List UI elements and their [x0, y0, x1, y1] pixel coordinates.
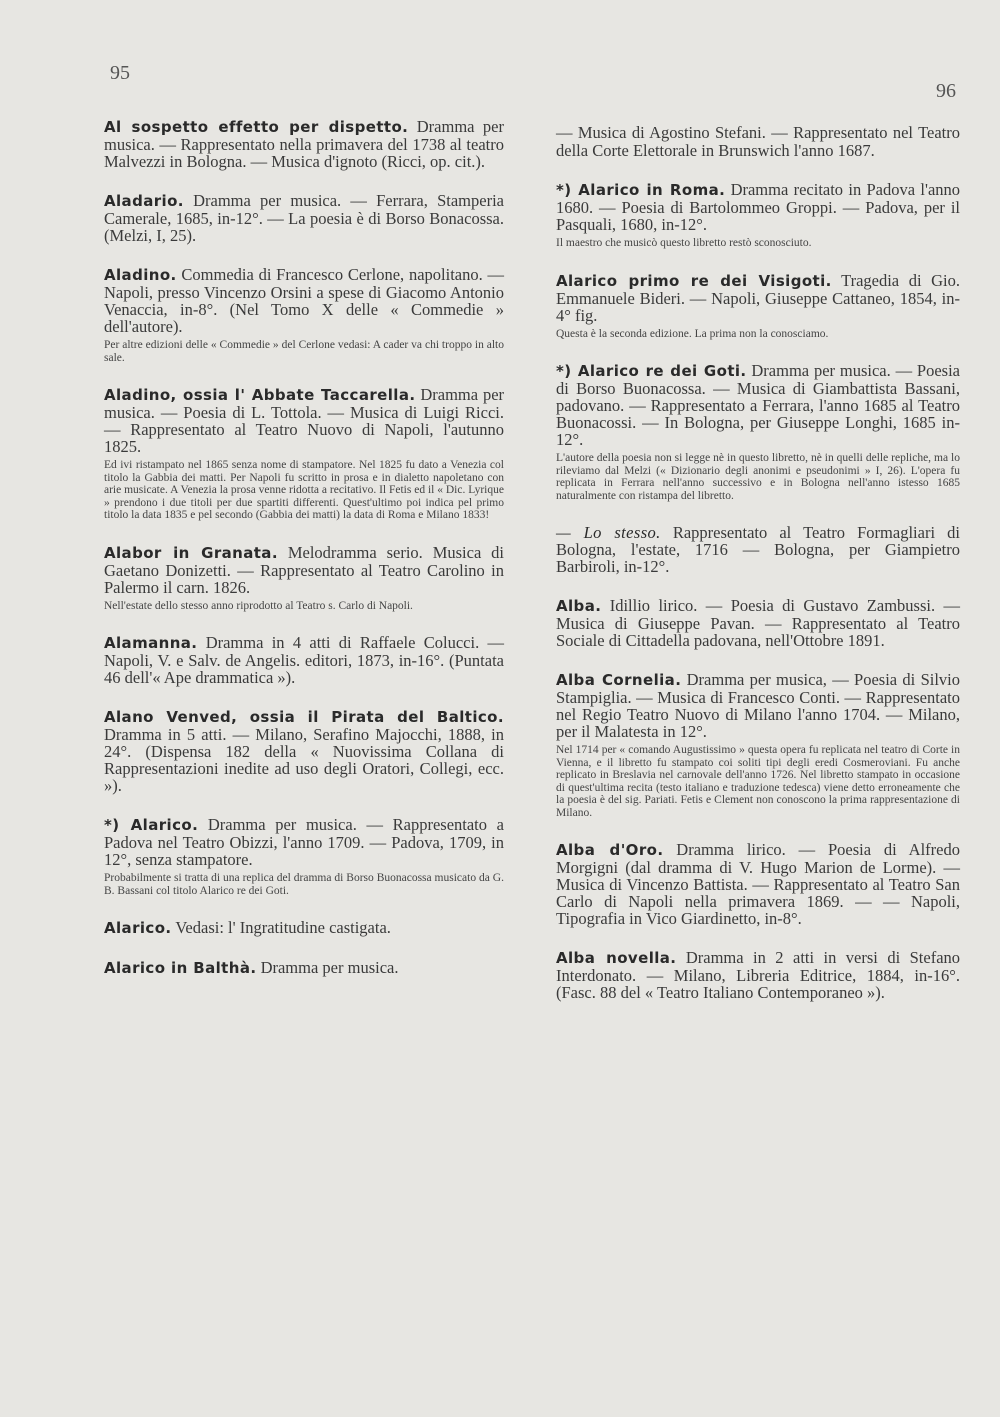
entry-body: Dramma per musica. — Rappresentato a Padova nel Teatro Obizzi, l'anno 1709. — Padova, 1709, in 12°, senza stampatore.: [104, 815, 504, 869]
entry-body: Commedia di Francesco Cerlone, napolitano. — Napoli, presso Vincenzo Orsini a spese di Giacomo Antonio Venaccia, in-8°. (Nel Tomo X delle « Commedie » dell'autore).: [104, 265, 504, 336]
entry-title: Alabor in Granata.: [104, 543, 278, 562]
entry-body: — Musica di Agostino Stefani. — Rappresentato nel Teatro della Corte Elettorale in Brunswich l'anno 1687.: [556, 123, 960, 160]
entry-title: Alamanna.: [104, 634, 198, 652]
entry-body: Idillio lirico. — Poesia di Gustavo Zambussi. — Musica di Giuseppe Pavan. — Rappresentato al Teatro Sociale di Cittadella padovana, nell'Ottobre 1891.: [556, 596, 960, 650]
entry-body: Dramma per musica. — Ferrara, Stamperia Camerale, 1685, in-12°. — La poesia è di Borso Bonacossa. (Melzi, I, 25).: [104, 191, 504, 245]
right-column: [556, 124, 960, 1023]
entry-body: Dramma in 5 atti. — Milano, Serafino Majocchi, 1888, in 24°. (Dispensa 182 della « Nuovissima Collana di Rappresentazioni inedite ad uso degli Oratori, Collegi, ecc. »).: [104, 725, 504, 795]
left-column: [104, 118, 504, 999]
entry: [104, 544, 504, 596]
entry: [556, 949, 960, 1001]
entry: [556, 597, 960, 649]
page-number-left: 95: [110, 62, 130, 84]
entry: [556, 524, 960, 575]
entry-note: Probabilmente si tratta di una replica del dramma di Borso Buonacossa musicato da G. B. Bassani col titolo Alarico re dei Goti.: [104, 872, 504, 897]
entry-title: Alba Cornelia.: [556, 671, 682, 689]
entry-title: Aladario.: [104, 192, 184, 210]
entry-title: Alano Venved, ossia il Pirata del Baltico.: [104, 708, 504, 726]
entry-body: Dramma per musica. — Rappresentato nella primavera del 1738 al teatro Malvezzi in Bologna. — Musica d'ignoto (Ricci, op. cit.).: [104, 117, 504, 171]
entry: [104, 816, 504, 868]
entry: [104, 919, 504, 937]
entry-title: Alarico.: [104, 919, 172, 937]
entry-body: Melodramma serio. Musica di Gaetano Donizetti. — Rappresentato al Teatro Carolino in Palermo il carn. 1826.: [104, 542, 504, 597]
entry-title: Alarico in Balthà.: [104, 959, 257, 977]
entry-note: Ed ivi ristampato nel 1865 senza nome di stampatore. Nel 1825 fu dato a Venezia col titolo la Gabbia dei matti. Per Napoli fu scritto in prosa e in dialetto napoletano con arie musicate. A Venezia la prosa venne ridotta a recitativo. Il Fetis ed il « Dic. Lyrique » prendono i due titoli per due spartiti differenti. Quest'ultimo poi indica pel primo titolo la data 1835 e pel secondo (Gabbia dei matti) la data di Roma e Milano 1833!: [104, 459, 504, 521]
entry: [104, 708, 504, 794]
entry-body: Dramma in 4 atti di Raffaele Colucci. — Napoli, V. e Salv. de Angelis. editori, 1873, in-16°. (Puntata 46 dell'« Ape drammatica »).: [104, 633, 504, 687]
entry-body: Dramma per musica. — Poesia di L. Tottola. — Musica di Luigi Ricci. — Rappresentato al Teatro Nuovo di Napoli, l'autunno 1825.: [104, 385, 505, 456]
entry: [104, 634, 504, 686]
entry-body: Dramma per musica, — Poesia di Silvio Stampiglia. — Musica di Francesco Conti. — Rappresentato nel Regio Teatro Nuovo di Milano l'anno 1704. — Milano, per il Malatesta in 12°.: [556, 670, 961, 741]
entry: [104, 959, 504, 977]
entry-title: *) Alarico.: [104, 816, 199, 834]
entry-body: Dramma recitato in Padova l'anno 1680. — Poesia di Bartolommeo Groppi. — Padova, per il Pasquali, 1680, in-12°.: [556, 180, 961, 234]
entry: [556, 841, 960, 927]
entry-title: Alba d'Oro.: [556, 841, 664, 859]
entry: [556, 124, 960, 159]
entry-note: Il maestro che musicò questo libretto restò sconosciuto.: [556, 237, 812, 249]
entry-title: Al sospetto effetto per dispetto.: [104, 118, 409, 136]
entry: [104, 118, 504, 170]
entry-title: *) Alarico in Roma.: [556, 181, 726, 199]
entry-body: Dramma per musica.: [260, 958, 399, 977]
entry-title: Alba novella.: [556, 949, 677, 967]
entry: [556, 362, 960, 448]
entry-title: Aladino.: [104, 266, 177, 284]
entry-title: *) Alarico re dei Goti.: [556, 362, 747, 380]
entry: [104, 386, 504, 455]
entry-title: Alba.: [556, 597, 602, 615]
entry-body: Dramma lirico. — Poesia di Alfredo Morgigni (dal dramma di V. Hugo Marion de Lorme). — Musica di Vincenzo Battista. — Rappresentato al Teatro San Carlo di Napoli nella primavera 1869. — — Napoli, Tipografia in Vico Giardinetto, in-8°.: [556, 840, 960, 928]
entry: [556, 272, 960, 324]
entry-body: Dramma in 2 atti in versi di Stefano Interdonato. — Milano, Libreria Editrice, 1884, in-16°. (Fasc. 88 del « Teatro Italiano Contemporaneo »).: [556, 948, 961, 1002]
entry-title: Aladino, ossia l' Abbate Taccarella.: [104, 386, 416, 404]
entry-note: L'autore della poesia non si legge nè in questo libretto, nè in quelli delle repliche, ma lo rileviamo dal Melzi (« Dizionario degli anonimi e pseudonimi » I, 26). L'opera fu replicata in Ferrara nell'anno successivo e in Bologna nell'anno istesso 1685 naturalmente con ristampa del libretto.: [556, 452, 960, 502]
entry-body: Vedasi: l' Ingratitudine castigata.: [175, 918, 391, 937]
entry-body: Rappresentato al Teatro Formagliari di Bologna, l'estate, 1716 — Bologna, per Giampietro Barbiroli, in-12°.: [556, 523, 960, 576]
entry-note: Nell'estate dello stesso anno riprodotto al Teatro s. Carlo di Napoli.: [104, 599, 413, 612]
entry-note: Per altre edizioni delle « Commedie » del Cerlone vedasi: A cader va chi troppo in alto sale.: [104, 339, 504, 364]
entry-note: Questa è la seconda edizione. La prima non la conosciamo.: [556, 327, 829, 340]
entry: [104, 192, 504, 244]
entry-title: Alarico primo re dei Visigoti.: [556, 271, 832, 290]
entry: [104, 266, 504, 335]
entry-body: Dramma per musica. — Poesia di Borso Buonacossa. — Musica di Giambattista Bassani, padovano. — Rappresentato a Ferrara, l'anno 1685 al Teatro Buonacossi. — In Bologna, per Giuseppe Longhi, 1685 in-12°.: [556, 361, 961, 449]
entry-body: Tragedia di Gio. Emmanuele Bideri. — Napoli, Giuseppe Cattaneo, 1854, in-4° fig.: [556, 270, 961, 325]
entry: [556, 181, 960, 233]
entry-title: — Lo stesso.: [556, 523, 661, 542]
page-number-right: 96: [936, 80, 956, 102]
entry: [556, 671, 960, 740]
entry-note: Nel 1714 per « comando Augustissimo » questa opera fu replicata nel teatro di Corte in Vienna, e il libretto fu stampato coi soliti tipi degli eredi Cosmeroviani. Fu anche replicato in Breslavia nel carnovale dell'anno 1726. Nel libretto stampato in occasione di quest'ultima recita (testo italiano e traduzione tedesca) viene detto erroneamente che la poesia è del sig. Pariati. Fetis e Clement non conoscono la prima rappresentazione di Milano.: [556, 744, 960, 819]
